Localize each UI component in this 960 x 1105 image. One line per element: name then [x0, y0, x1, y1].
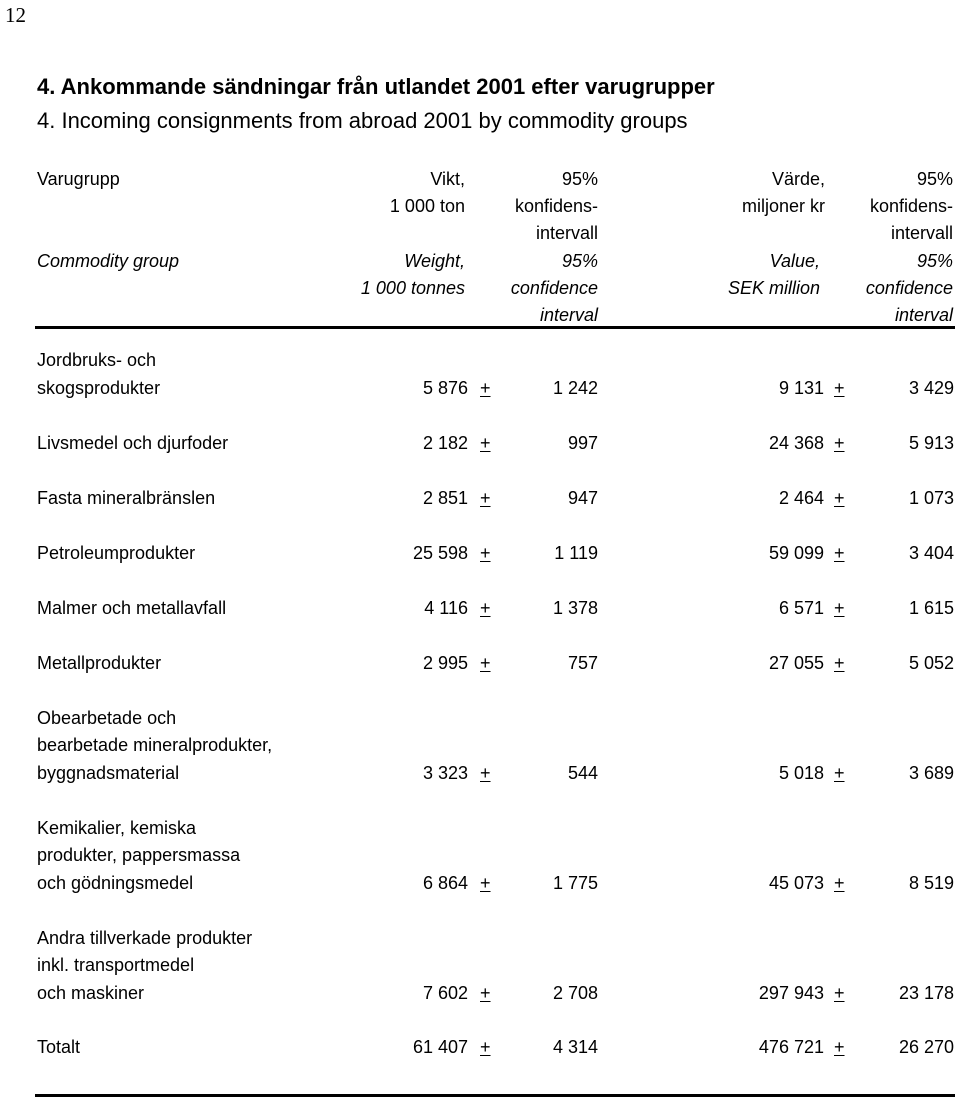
weight-cell: 2 182 [422, 432, 468, 453]
header-group-sv: Varugrupp [37, 169, 120, 189]
value-cell: 476 721 [758, 1036, 824, 1057]
value-plus-minus: + [834, 652, 845, 673]
value-plus-minus: + [834, 432, 845, 453]
header-ci2-sv: 95% konfidens- intervall [869, 169, 953, 243]
header-weight-en: Weight, 1 000 tonnes [360, 251, 465, 298]
row-label: Malmer och metallavfall [37, 597, 227, 618]
weight-plus-minus: + [480, 377, 491, 398]
header-value-sv: Värde, miljoner kr [741, 169, 825, 216]
value-plus-minus: + [834, 377, 845, 398]
weight-ci-cell: 2 708 [552, 982, 598, 1003]
header-ci1-en: 95% confidence interval [510, 251, 598, 325]
weight-cell: 4 116 [424, 597, 468, 618]
header-group-en: Commodity group [37, 251, 180, 271]
weight-ci-cell: 4 314 [552, 1036, 598, 1057]
row-label: Metallprodukter [37, 652, 162, 673]
value-cell: 45 073 [768, 872, 824, 893]
weight-cell: 2 851 [422, 487, 468, 508]
weight-ci-cell: 544 [567, 762, 598, 783]
value-cell: 2 464 [778, 487, 824, 508]
value-plus-minus: + [834, 1036, 845, 1057]
weight-ci-cell: 1 242 [552, 377, 598, 398]
value-plus-minus: + [834, 762, 845, 783]
value-cell: 24 368 [768, 432, 824, 453]
header-ci2-en: 95% confidence interval [865, 251, 953, 325]
weight-cell: 6 864 [422, 872, 468, 893]
row-label: Fasta mineralbränslen [37, 487, 216, 508]
weight-cell: 61 407 [412, 1036, 468, 1057]
weight-plus-minus: + [480, 487, 491, 508]
value-plus-minus: + [834, 982, 845, 1003]
value-ci-cell: 1 073 [908, 487, 954, 508]
value-ci-cell: 8 519 [908, 872, 954, 893]
page-number: 12 [5, 3, 26, 27]
header-weight-sv: Vikt, 1 000 ton [389, 169, 465, 216]
row-label: Andra tillverkade produkter inkl. transportmedel och maskiner [37, 927, 253, 1003]
value-plus-minus: + [834, 487, 845, 508]
weight-cell: 5 876 [422, 377, 468, 398]
weight-cell: 7 602 [422, 982, 468, 1003]
weight-plus-minus: + [480, 872, 491, 893]
value-cell: 9 131 [778, 377, 824, 398]
value-ci-cell: 5 913 [908, 432, 954, 453]
bottom-rule [35, 1094, 955, 1097]
weight-ci-cell: 947 [567, 487, 598, 508]
value-plus-minus: + [834, 597, 845, 618]
value-ci-cell: 26 270 [898, 1036, 954, 1057]
weight-cell: 25 598 [412, 542, 468, 563]
weight-ci-cell: 1 775 [552, 872, 598, 893]
value-plus-minus: + [834, 542, 845, 563]
weight-cell: 3 323 [422, 762, 468, 783]
weight-plus-minus: + [480, 432, 491, 453]
weight-cell: 2 995 [422, 652, 468, 673]
title-swedish: 4. Ankommande sändningar från utlandet 2001 efter varugrupper [37, 74, 715, 99]
value-ci-cell: 3 689 [908, 762, 954, 783]
value-ci-cell: 23 178 [898, 982, 954, 1003]
weight-ci-cell: 1 119 [554, 542, 598, 563]
value-cell: 59 099 [768, 542, 824, 563]
row-label: Kemikalier, kemiska produkter, pappersmassa och gödningsmedel [37, 817, 241, 893]
weight-plus-minus: + [480, 1036, 491, 1057]
header-ci1-sv: 95% konfidens- intervall [514, 169, 598, 243]
row-label: Livsmedel och djurfoder [37, 432, 229, 453]
value-cell: 297 943 [758, 982, 824, 1003]
weight-plus-minus: + [480, 982, 491, 1003]
value-ci-cell: 5 052 [908, 652, 954, 673]
row-label: Obearbetade och bearbetade mineralprodukter, byggnadsmaterial [37, 707, 273, 783]
weight-plus-minus: + [480, 597, 491, 618]
value-cell: 6 571 [778, 597, 824, 618]
weight-ci-cell: 757 [567, 652, 598, 673]
value-plus-minus: + [834, 872, 845, 893]
row-label: Petroleumprodukter [37, 542, 196, 563]
row-label: Jordbruks- och skogsprodukter [37, 350, 161, 398]
weight-plus-minus: + [480, 652, 491, 673]
header-rule [35, 326, 955, 329]
value-cell: 27 055 [768, 652, 824, 673]
value-ci-cell: 3 404 [908, 542, 954, 563]
weight-ci-cell: 1 378 [552, 597, 598, 618]
title-english: 4. Incoming consignments from abroad 2001 by commodity groups [37, 108, 688, 133]
header-value-en: Value, SEK million [727, 251, 820, 298]
weight-plus-minus: + [480, 762, 491, 783]
weight-plus-minus: + [480, 542, 491, 563]
row-label: Totalt [37, 1036, 81, 1057]
value-ci-cell: 1 615 [908, 597, 954, 618]
value-ci-cell: 3 429 [908, 377, 954, 398]
weight-ci-cell: 997 [567, 432, 598, 453]
value-cell: 5 018 [778, 762, 824, 783]
